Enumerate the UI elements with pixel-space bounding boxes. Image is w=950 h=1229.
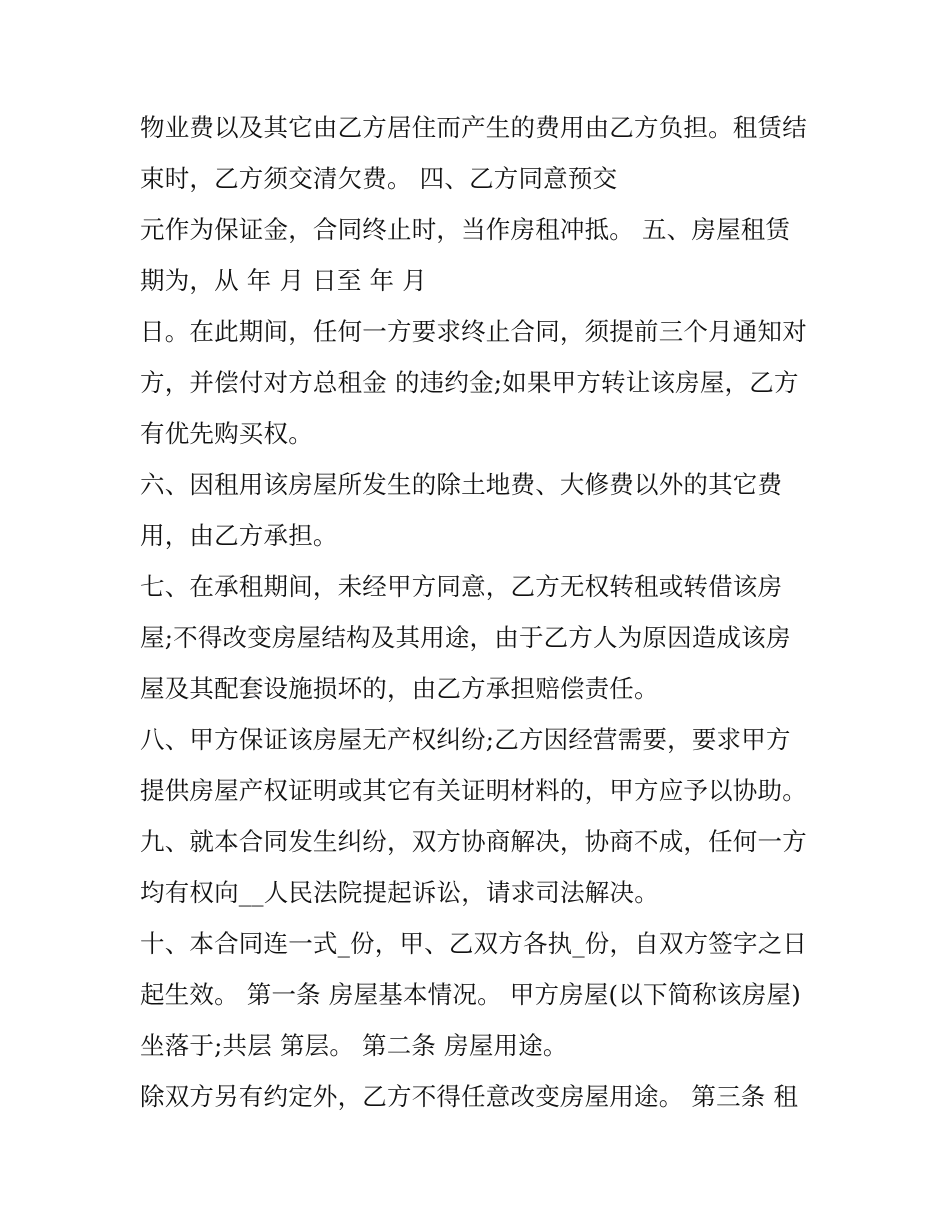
- text-line: 六、因租用该房屋所发生的除土地费、大修费以外的其它费: [140, 470, 783, 499]
- text-line: 八、甲方保证该房屋无产权纠纷;乙方因经营需要，要求甲方: [140, 725, 791, 754]
- text-line: 提供房屋产权证明或其它有关证明材料的，甲方应予以协助。: [140, 776, 807, 805]
- text-line: 有优先购买权。: [140, 419, 313, 448]
- text-line: 屋及其配套设施损坏的，由乙方承担赔偿责任。: [140, 674, 659, 703]
- text-line: 屋;不得改变房屋结构及其用途，由于乙方人为原因造成该房: [140, 623, 791, 652]
- text-line: 物业费以及其它由乙方居住而产生的费用由乙方负担。租赁结: [140, 113, 807, 142]
- text-line: 九、就本合同发生纠纷，双方协商解决，协商不成，任何一方: [140, 827, 807, 856]
- text-line: 均有权向__人民法院提起诉讼，请求司法解决。: [140, 878, 659, 907]
- text-line: 起生效。 第一条 房屋基本情况。 甲方房屋(以下简称该房屋): [140, 980, 801, 1009]
- text-line: 坐落于;共层 第层。 第二条 房屋用途。: [140, 1031, 568, 1060]
- text-line: 期为，从 年 月 日至 年 月: [140, 266, 427, 295]
- text-line: 十、本合同连一式_份，甲、乙双方各执_份，自双方签字之日: [140, 929, 808, 958]
- text-line: 七、在承租期间，未经甲方同意，乙方无权转租或转借该房: [140, 572, 783, 601]
- text-line: 元作为保证金，合同终止时，当作房租冲抵。 五、房屋租赁: [140, 215, 791, 244]
- text-line: 束时，乙方须交清欠费。 四、乙方同意预交: [140, 164, 618, 193]
- text-line: 日。在此期间，任何一方要求终止合同，须提前三个月通知对: [140, 317, 807, 346]
- text-line: 方，并偿付对方总租金 的违约金;如果甲方转让该房屋，乙方: [140, 368, 799, 397]
- text-line: 用，由乙方承担。: [140, 521, 338, 550]
- text-line: 除双方另有约定外，乙方不得任意改变房屋用途。 第三条 租: [140, 1082, 799, 1111]
